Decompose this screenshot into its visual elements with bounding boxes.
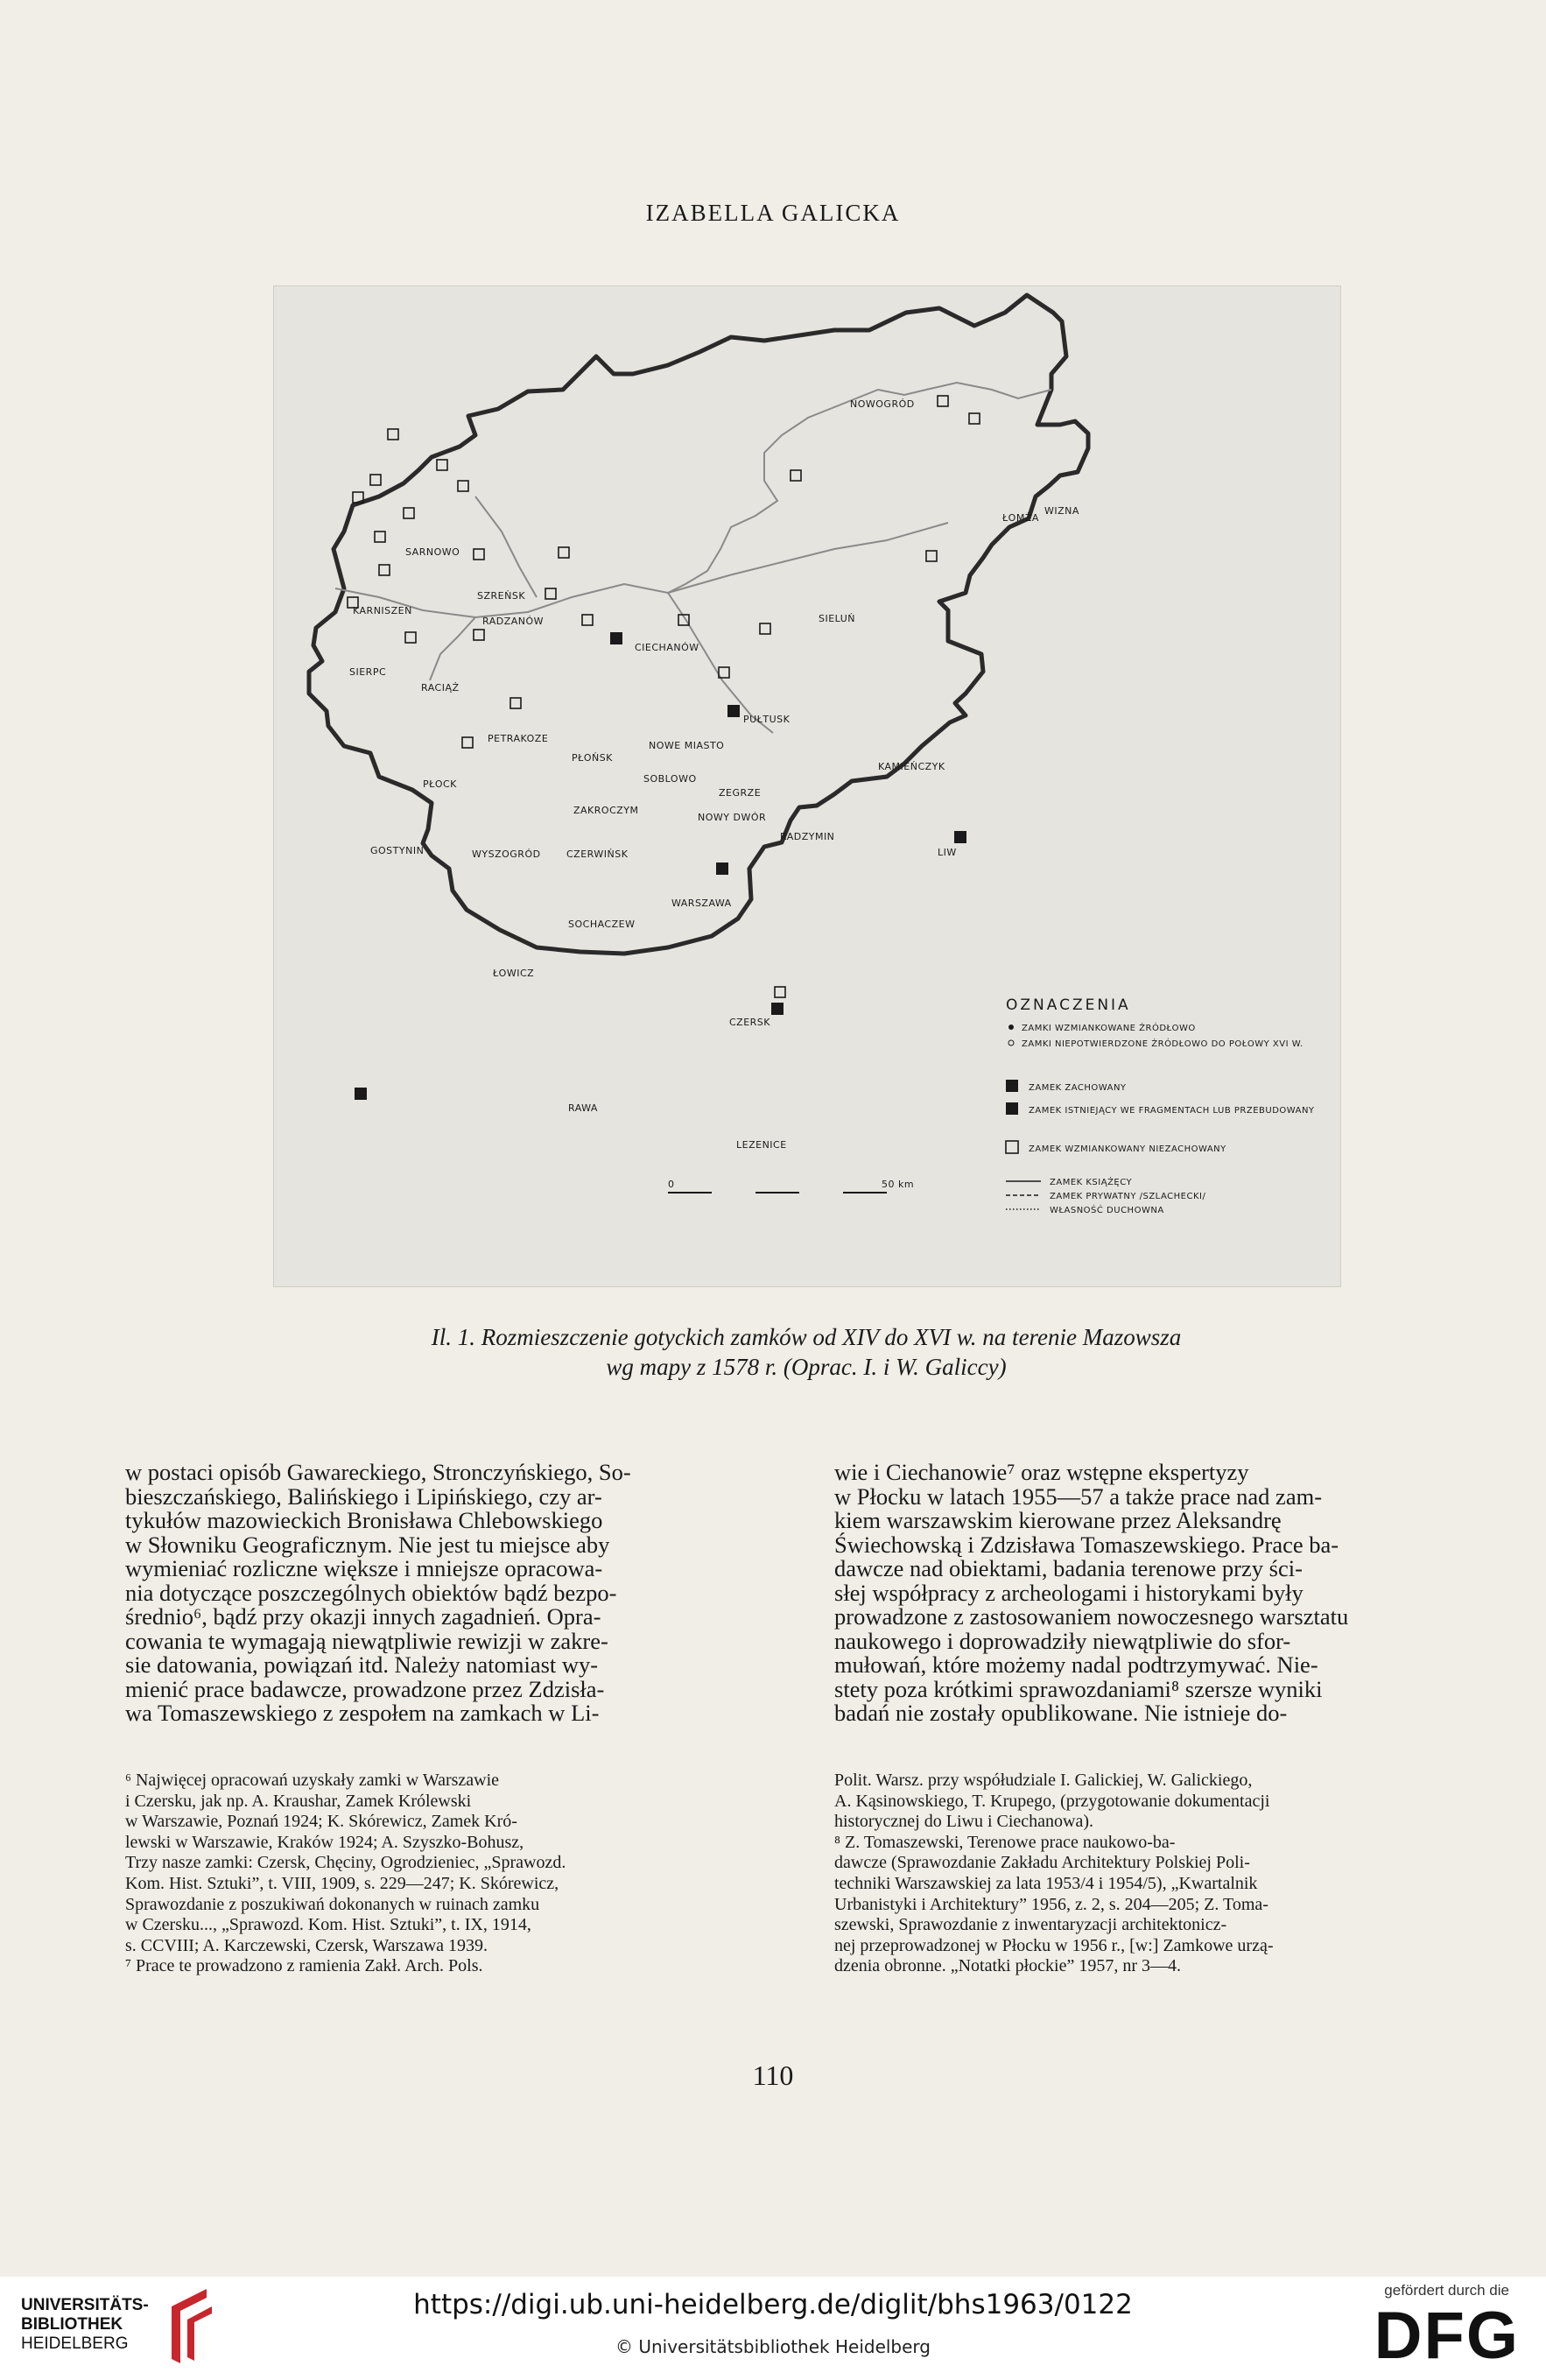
legend-dot-filled [1008, 1025, 1014, 1030]
place-label: CIECHANÓW [635, 642, 699, 653]
legend-item: WŁASNOŚĆ DUCHOWNA [1050, 1206, 1164, 1215]
legend [1006, 996, 1315, 1215]
text-line: nia dotyczące poszczególnych obiektów bądź bezpo- [125, 1579, 617, 1606]
legend-item: ZAMKI WZMIANKOWANE ŹRÓDŁOWO [1022, 1024, 1196, 1033]
place-label: WARSZAWA [671, 898, 732, 909]
footnote-line: techniki Warszawskiej za lata 1953/4 i 1954/5), „Kwartalnik [834, 1873, 1258, 1893]
place-label: GOSTYNIN [370, 845, 425, 856]
body-column-left [125, 1461, 820, 1726]
legend-swatch [1006, 1080, 1018, 1092]
place-label: NOWOGRÓD [850, 398, 915, 410]
castle-icon [582, 615, 593, 625]
castle-icon [559, 547, 569, 558]
text-line: średnio⁶, bądź przy okazji innych zagadnień. Opra- [125, 1603, 601, 1630]
place-label: PUŁTUSK [743, 714, 791, 725]
library-name-line: HEIDELBERG [21, 2334, 129, 2353]
footnote-line: Polit. Warsz. przy współudziale I. Galickiej, W. Galickiego, [834, 1771, 1253, 1790]
caption-line: wg mapy z 1578 r. (Oprac. I. i W. Galiccy) [606, 1354, 1007, 1380]
castle-icon [458, 481, 468, 491]
castle-icon [370, 475, 381, 485]
footnote-line: Trzy nasze zamki: Czersk, Chęciny, Ogrodzieniec, „Sprawozd. [125, 1853, 566, 1873]
place-label: KAMIEŃCZYK [878, 761, 945, 772]
legend-swatch [1006, 1141, 1018, 1153]
castle-icon [474, 549, 484, 560]
legend-item: ZAMEK ISTNIEJĄCY WE FRAGMENTACH LUB PRZEBUDOWANY [1029, 1106, 1315, 1116]
legend-swatch [1006, 1102, 1018, 1115]
text-line: mienić prace badawcze, prowadzone przez Zdzisła- [125, 1675, 605, 1702]
place-label: RADZANÓW [482, 616, 545, 627]
footnote-line: i Czersku, jak np. A. Kraushar, Zamek Królewski [125, 1791, 472, 1811]
castle-icon [388, 429, 398, 440]
place-label: ZAKROCZYM [573, 805, 639, 816]
place-label: SZREŃSK [477, 590, 526, 602]
figure-caption [273, 1322, 1339, 1382]
place-label: WYSZOGRÓD [472, 848, 541, 860]
castle-icon [405, 632, 416, 643]
footnotes-left [125, 1771, 796, 1977]
text-line: tykułów mazowieckich Bronisława Chlebowskiego [125, 1507, 603, 1533]
place-labels [349, 398, 1079, 1151]
copyright-notice: © Universitätsbibliothek Heidelberg [615, 2336, 931, 2357]
text-line: słej współpracy z archeologami i historykami były [834, 1579, 1304, 1606]
text-line: naukowego i doprowadziły niewątpliwie do sfor- [834, 1627, 1291, 1654]
running-head: IZABELLA GALICKA [645, 200, 901, 226]
text-line: badań nie zostały opublikowane. Nie istnieje do- [834, 1700, 1288, 1726]
place-label: CZERSK [729, 1017, 771, 1028]
footnote-line: szewski, Sprawozdanie z inwentaryzacji architektonicz- [834, 1915, 1227, 1935]
footnote-line: dawcze (Sprawozdanie Zakładu Architektury Polskiej Poli- [834, 1853, 1250, 1873]
text-line: wymieniać rozliczne większe i mniejsze opracowa- [125, 1555, 603, 1581]
place-label: KARNISZEN [353, 605, 412, 616]
text-line: wie i Ciechanowie⁷ oraz wstępne ekspertyzy [834, 1459, 1249, 1485]
text-line: kiem warszawskim kierowane przez Aleksandrę [834, 1507, 1282, 1533]
place-label: NOWE MIASTO [649, 740, 725, 751]
footnote-line: Sprawozdanie z poszukiwań dokonanych w ruinach zamku [125, 1894, 540, 1914]
legend-item: ZAMEK KSIĄŻĘCY [1050, 1178, 1133, 1187]
castle-icon [437, 460, 447, 470]
place-label: SARNOWO [405, 546, 460, 558]
place-label: RAWA [568, 1102, 598, 1114]
castle-icon [375, 532, 385, 542]
footnote-line: ⁷ Prace te prowadzono z ramienia Zakł. Arch. Pols. [125, 1956, 483, 1976]
river-bzura [430, 617, 475, 680]
footnote-line: lewski w Warszawie, Kraków 1924; A. Szyszko-Bohusz, [125, 1832, 524, 1852]
castle-icon [355, 1088, 367, 1100]
legend-item: ZAMEK PRYWATNY /SZLACHECKI/ [1050, 1192, 1206, 1201]
castle-icon [954, 831, 966, 843]
castle-icon [510, 698, 521, 708]
place-label: LEZENICE [736, 1139, 787, 1151]
place-label: ŁOMŻA [1002, 512, 1039, 524]
place-label: CZERWIŃSK [566, 848, 629, 860]
text-line: cowania te wymagają niewątpliwie rewizji w zakre- [125, 1627, 608, 1654]
castle-icon [938, 396, 948, 406]
place-label: SOCHACZEW [568, 919, 636, 930]
place-label: NOWY DWÓR [698, 812, 767, 823]
river-wkra [475, 496, 537, 597]
place-label: ŁOWICZ [493, 968, 535, 979]
castle-icon [969, 413, 980, 424]
place-label: SOBLOWO [643, 773, 697, 785]
page-number: 110 [752, 2060, 794, 2091]
place-label: WIZNA [1044, 505, 1079, 517]
text-line: w Słowniku Geograficznym. Nie jest tu miejsce aby [125, 1531, 610, 1558]
library-name-line: BIBLIOTHEK [21, 2315, 123, 2334]
footnote-line: ⁶ Najwięcej opracowań uzyskały zamki w Warszawie [125, 1771, 500, 1790]
scale-end: 50 km [882, 1179, 915, 1190]
scale-start: 0 [668, 1179, 675, 1190]
legend-dot-open [1008, 1040, 1014, 1046]
footnote-line: Urbanistyki i Architektury” 1956, z. 2, s. 204—205; Z. Toma- [834, 1894, 1268, 1914]
text-line: wa Tomaszewskiego z zespołem na zamkach w Li- [125, 1700, 600, 1726]
legend-title: OZNACZENIA [1006, 996, 1131, 1014]
castle-symbols [348, 396, 980, 997]
text-line: w postaci opisób Gawareckiego, Stronczyńskiego, So- [125, 1459, 631, 1485]
castle-icon [775, 987, 785, 997]
place-label: ZEGRZE [719, 787, 762, 799]
place-label: LIW [938, 847, 957, 858]
library-name-line: UNIVERSITÄTS- [21, 2296, 149, 2314]
footnotes-right [834, 1771, 1500, 1977]
footnote-line: w Warszawie, Poznań 1924; K. Skórewicz, Zamek Kró- [125, 1812, 517, 1832]
text-line: w Płocku w latach 1955—57 a także prace nad zam- [834, 1482, 1323, 1510]
place-label: RACIĄŻ [421, 682, 460, 694]
place-label: PETRAKOZE [488, 733, 549, 744]
legend-item: ZAMEK ZACHOWANY [1029, 1083, 1127, 1093]
text-line: prowadzone z zastosowaniem nowoczesnego warsztatu [834, 1603, 1349, 1630]
footnote-line: dzenia obronne. „Notatki płockie” 1957, nr 3—4. [834, 1956, 1181, 1976]
footnote-line: A. Kąsinowskiego, T. Krupego, (przygotowanie dokumentacji [834, 1791, 1270, 1811]
place-label: PŁOŃSK [572, 752, 613, 764]
legend-item: ZAMEK WZMIANKOWANY NIEZACHOWANY [1029, 1144, 1226, 1154]
castle-icon [760, 623, 770, 634]
castle-icon [404, 508, 414, 518]
funding-note: gefördert durch die [1384, 2282, 1509, 2299]
place-label: SIELUŃ [819, 613, 856, 624]
footnote-line: ⁸ Z. Tomaszewski, Terenowe prace naukowo-ba- [834, 1832, 1176, 1852]
place-label: SIERPC [349, 666, 387, 678]
castle-icon [545, 588, 556, 599]
permalink-url[interactable]: https://digi.ub.uni-heidelberg.de/diglit/bhs1963/0122 [413, 2289, 1133, 2320]
caption-line: Il. 1. Rozmieszczenie gotyckich zamków od XIV do XVI w. na terenie Mazowsza [431, 1324, 1182, 1350]
castle-icon [474, 630, 484, 640]
castle-icon [771, 1003, 784, 1015]
text-line: mułowań, które możemy nadal podtrzymywać. Nie- [834, 1651, 1318, 1678]
map-figure [273, 285, 1341, 1287]
text-line: Świechowską i Zdzisława Tomaszewskiego. Prace ba- [834, 1531, 1339, 1558]
castle-icon [379, 565, 390, 575]
footnote-line: w Czersku..., „Sprawozd. Kom. Hist. Sztuki”, t. IX, 1914, [125, 1915, 531, 1935]
castle-icon [716, 863, 728, 875]
text-line: sie datowania, powiązań itd. Należy natomiast wy- [125, 1651, 599, 1678]
river-narew [668, 383, 1051, 593]
dfg-logo[interactable]: DFG [1374, 2299, 1520, 2373]
castle-icon [926, 551, 937, 561]
footnote-line: historycznej do Liwu i Ciechanowa). [834, 1812, 1094, 1832]
region-border [309, 295, 1088, 954]
place-label: PŁOCK [423, 778, 457, 790]
place-label: RADZYMIN [780, 831, 835, 842]
footnote-line: Kom. Hist. Sztuki”, t. VIII, 1909, s. 229—247; K. Skórewicz, [125, 1873, 559, 1893]
map-svg [274, 286, 1340, 1286]
legend-item: ZAMKI NIEPOTWIERDZONE ŹRÓDŁOWO DO POŁOWY XVI W. [1022, 1039, 1304, 1049]
castle-icon [791, 470, 801, 481]
castle-icon [610, 632, 622, 644]
footnote-line: s. CCVIII; A. Karczewski, Czersk, Warszawa 1939. [125, 1935, 488, 1955]
castle-icon [462, 737, 473, 748]
text-line: stety poza krótkimi sprawozdaniami⁸ szersze wyniki [834, 1675, 1323, 1702]
text-line: dawcze nad obiektami, badania terenowe przy ści- [834, 1555, 1303, 1581]
river-bug [668, 523, 948, 593]
footnote-line: nej przeprowadzonej w Płocku w 1956 r., [w:] Zamkowe urzą- [834, 1935, 1274, 1955]
text-line: bieszczańskiego, Balińskiego i Lipińskiego, czy ar- [125, 1482, 602, 1510]
body-column-right [834, 1461, 1500, 1726]
castle-icon [727, 705, 740, 717]
scale-bar [668, 1179, 914, 1193]
